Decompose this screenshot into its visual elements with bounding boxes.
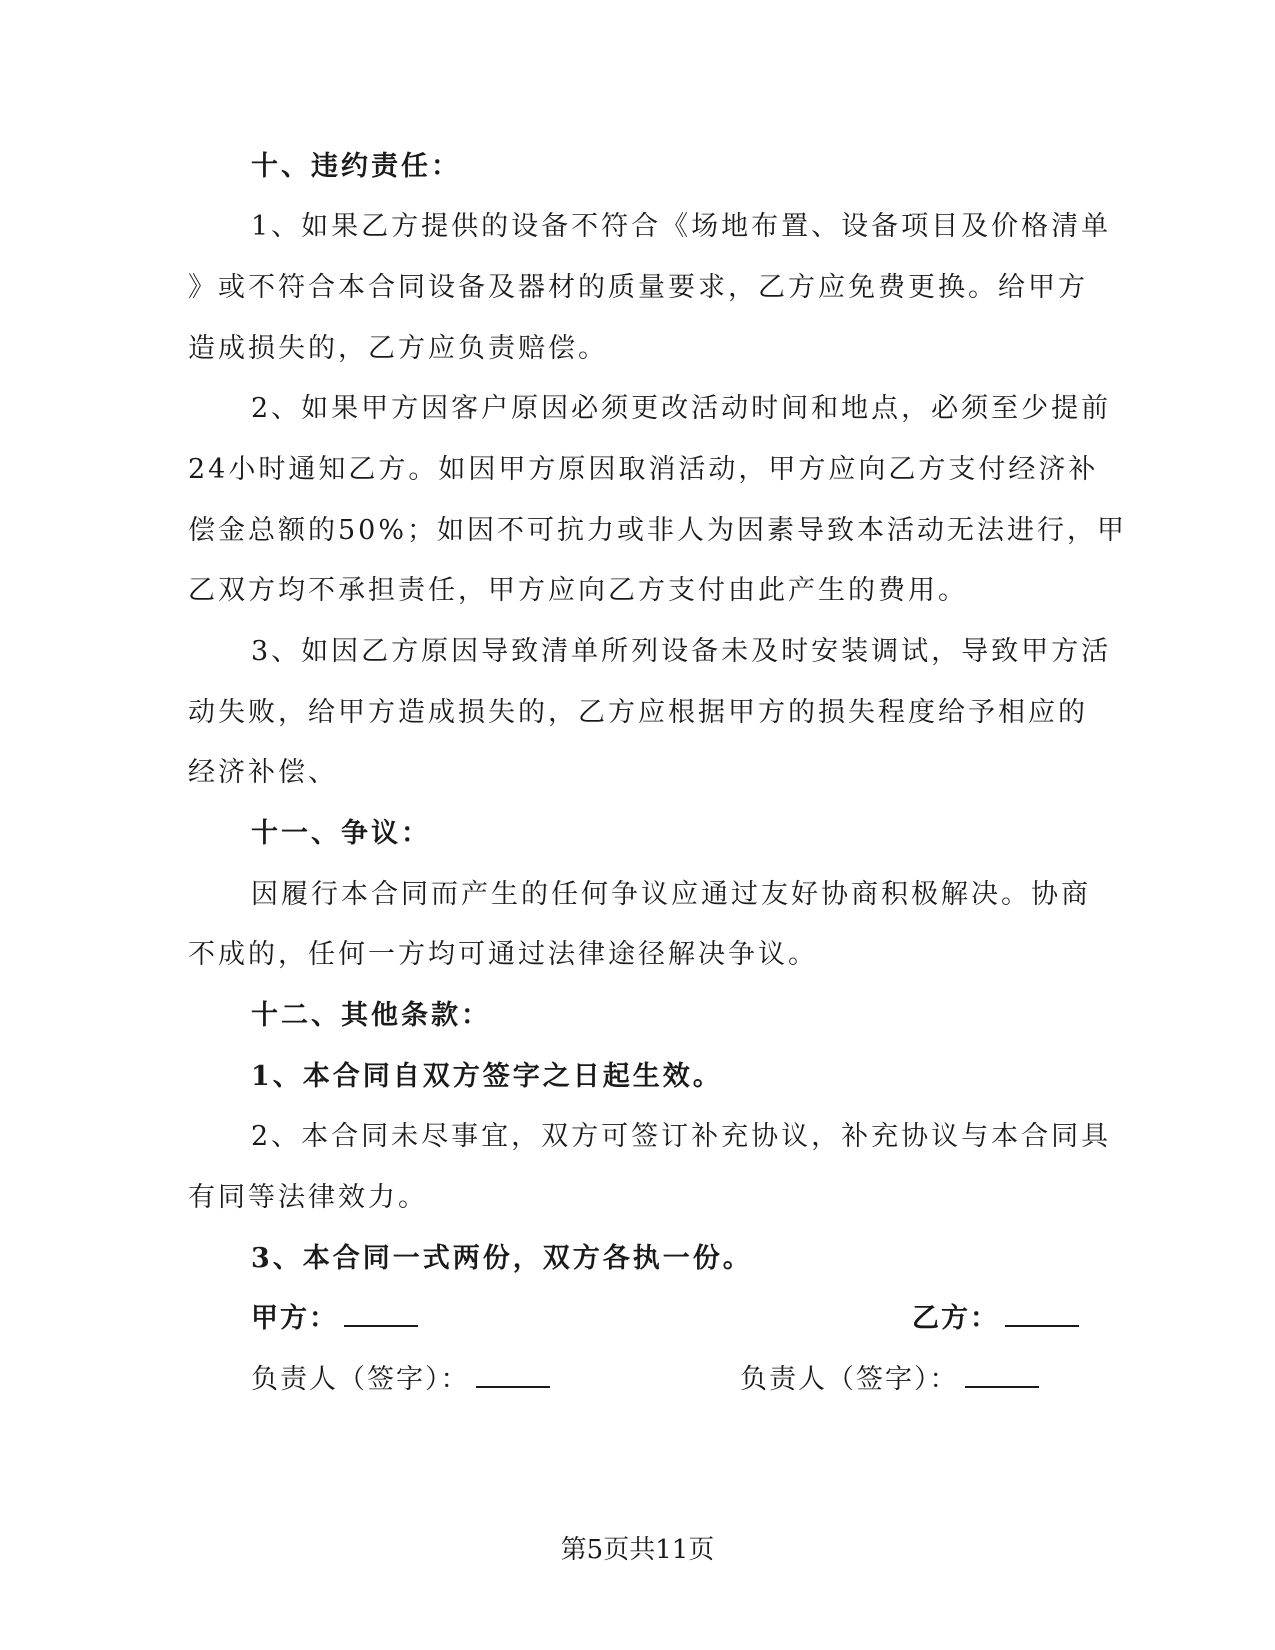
person-a-blank xyxy=(476,1362,550,1388)
page-number: 第5页共11页 xyxy=(560,1535,715,1565)
clause-10-1-line-2: 》或不符合本合同设备及器材的质量要求，乙方应免费更换。给甲方 xyxy=(188,272,1088,303)
clause-10-2-line-3: 偿金总额的50%；如因不可抗力或非人为因素导致本活动无法进行，甲 xyxy=(188,515,1128,546)
section-11-heading: 十一、争议： xyxy=(251,818,431,849)
section-10-heading: 十、违约责任： xyxy=(251,151,461,182)
person-b-signature xyxy=(740,1362,1039,1398)
section-11-line-1: 因履行本合同而产生的任何争议应通过友好协商积极解决。协商 xyxy=(251,879,1091,910)
clause-10-3-line-1: 3、如因乙方原因导致清单所列设备未及时安装调试，导致甲方活 xyxy=(251,636,1112,667)
clause-12-2-line-1: 2、本合同未尽事宜，双方可签订补充协议，补充协议与本合同具 xyxy=(251,1121,1112,1152)
person-a-signature xyxy=(251,1362,550,1398)
clause-10-1-line-3: 造成损失的，乙方应负责赔偿。 xyxy=(188,333,608,364)
party-a-signature xyxy=(251,1301,418,1337)
person-b-blank xyxy=(965,1362,1039,1388)
clause-12-3: 3、本合同一式两份，双方各执一份。 xyxy=(251,1243,753,1274)
clause-12-2-line-2: 有同等法律效力。 xyxy=(188,1182,428,1213)
party-a-label: 甲方： xyxy=(251,1303,338,1334)
section-11-line-2: 不成的，任何一方均可通过法律途径解决争议。 xyxy=(188,939,818,970)
clause-10-3-line-3: 经济补偿、 xyxy=(188,757,338,788)
clause-10-1-line-1: 1、如果乙方提供的设备不符合《场地布置、设备项目及价格清单 xyxy=(251,211,1112,242)
party-b-signature xyxy=(912,1301,1079,1337)
party-b-label: 乙方： xyxy=(912,1303,999,1334)
section-12-heading: 十二、其他条款： xyxy=(251,1000,491,1031)
clause-10-3-line-2: 动失败，给甲方造成损失的，乙方应根据甲方的损失程度给予相应的 xyxy=(188,697,1088,728)
clause-10-2-line-4: 乙双方均不承担责任，甲方应向乙方支付由此产生的费用。 xyxy=(188,575,968,606)
clause-10-2-line-1: 2、如果甲方因客户原因必须更改活动时间和地点，必须至少提前 xyxy=(251,393,1112,424)
clause-10-2-line-2: 24小时通知乙方。如因甲方原因取消活动，甲方应向乙方支付经济补 xyxy=(188,454,1099,485)
person-a-label: 负责人（签字）： xyxy=(251,1364,470,1395)
clause-12-1: 1、本合同自双方签字之日起生效。 xyxy=(251,1061,723,1092)
party-b-blank xyxy=(1005,1301,1079,1327)
person-b-label: 负责人（签字）： xyxy=(740,1364,959,1395)
party-a-blank xyxy=(344,1301,418,1327)
